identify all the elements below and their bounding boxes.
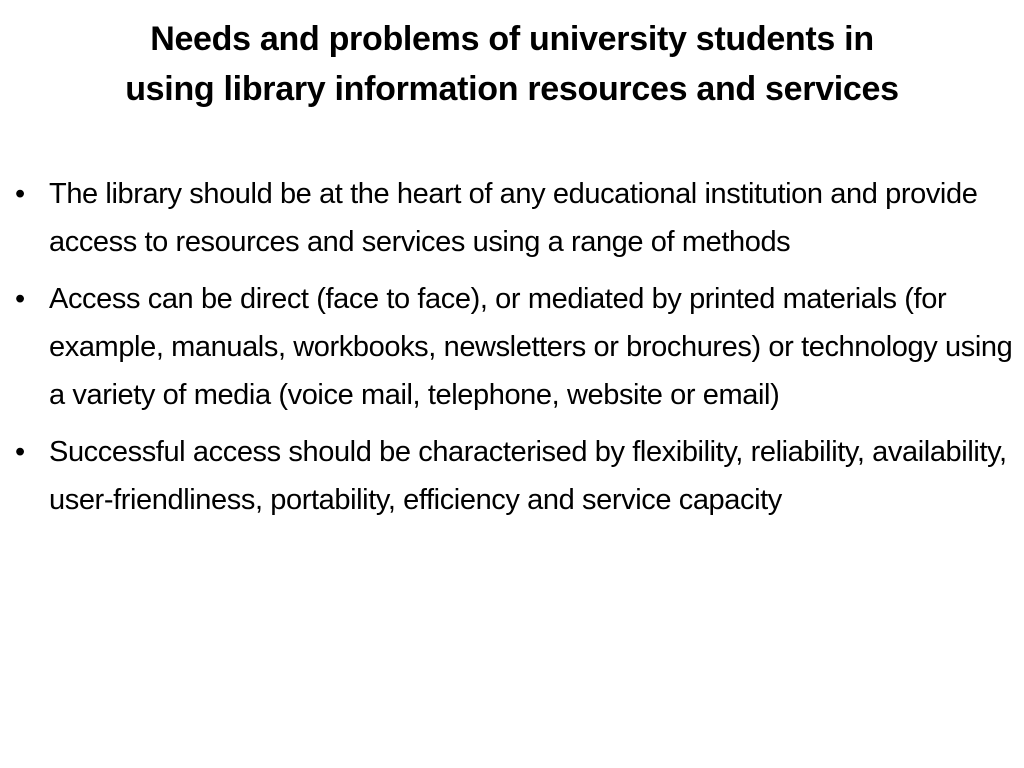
slide-title xyxy=(20,14,1004,114)
bullet-item xyxy=(0,428,1024,524)
bullet-text: Access can be direct (face to face), or mediated by printed materials (for example, manuals, workbooks, newsletters or brochures) or technology using a variety of media (voice mail, telephone, website or email) xyxy=(49,283,1013,411)
bullet-marker-icon: • xyxy=(15,436,25,468)
bullet-text: The library should be at the heart of any educational institution and provide access to resources and services using a range of methods xyxy=(49,178,978,258)
bullet-text: Successful access should be characterised by flexibility, reliability, availability, user-friendliness, portability, efficiency and service capacity xyxy=(49,436,1007,516)
slide-title-line: Needs and problems of university students in xyxy=(150,20,874,58)
bullet-item xyxy=(0,275,1024,419)
bullet-item xyxy=(0,170,1024,266)
slide-title-line: using library information resources and services xyxy=(125,70,899,108)
bullet-marker-icon: • xyxy=(15,283,25,315)
bullet-marker-icon: • xyxy=(15,178,25,210)
bullet-list xyxy=(0,170,1024,533)
